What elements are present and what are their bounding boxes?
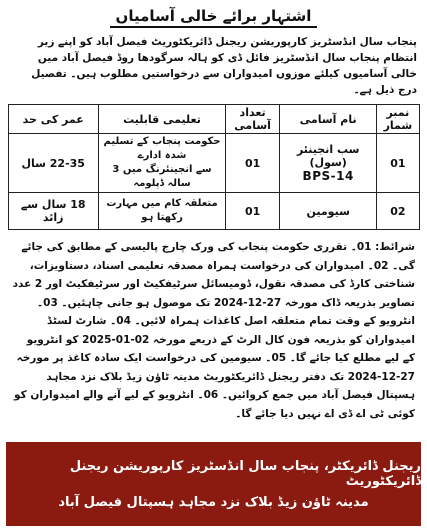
cell-serial-no: 01 xyxy=(377,134,419,193)
header-post-count: تعداد آسامی xyxy=(226,105,280,134)
header-age-limit: عمر کی حد xyxy=(8,105,98,134)
qualification-line-2: سے انجینئرنگ میں 3 سالہ ڈپلومہ xyxy=(112,164,212,189)
header-qualification: تعلیمی قابلیت xyxy=(98,105,225,134)
table-row xyxy=(8,193,419,230)
cell-age-limit: 18 سال سے زائد xyxy=(8,193,98,230)
table-row xyxy=(8,134,419,193)
post-name: سیومین xyxy=(306,204,350,218)
terms-section xyxy=(12,238,415,423)
cell-serial-no: 02 xyxy=(377,193,419,230)
header-serial-no: نمبر شمار xyxy=(377,105,419,134)
page-title: اشتہار برائے خالی آسامیاں xyxy=(110,7,318,28)
intro-paragraph: پنجاب سال انڈسٹریز کارپوریشن ریجنل ڈائریکٹوریٹ فیصل آباد کو اپنے زیر انتظام پنجاب سال انڈسٹریز فائل ڈی کو ہالہ سرگودھا روڈ فیصل آباد میں خالی آسامیوں کیلئے موزوں امیدواران سے درخواستیں مطلوب ہیں۔ تفصیل درج ذیل ہے۔ xyxy=(31,36,417,96)
footer-address-line-1: ریجنل ڈائریکٹر، پنجاب سال انڈسٹریز کارپوریشن ریجنل ڈائریکٹوریٹ xyxy=(69,458,421,489)
cell-post-name xyxy=(280,134,377,193)
qualification-line-1: متعلقہ کام میں مہارت رکھتا ہو xyxy=(106,198,218,223)
cell-qualification xyxy=(98,134,225,193)
post-name: سب انجینئر (سول) xyxy=(296,143,360,169)
cell-qualification xyxy=(98,193,225,230)
footer-banner xyxy=(6,442,421,526)
footer-address-line-2: مدینہ ٹاؤن زیڈ بلاک نزد مجاہد ہسپتال فیصل آباد xyxy=(58,494,369,510)
title-bar xyxy=(6,6,421,28)
cell-post-name xyxy=(280,193,377,230)
cell-post-count: 01 xyxy=(226,134,280,193)
qualification-line-1: حکومت پنجاب کے تسلیم شدہ ادارے xyxy=(103,136,221,161)
pay-scale: BPS-14 xyxy=(302,169,354,183)
cell-age-limit: 22-35 سال xyxy=(8,134,98,193)
vacancies-table xyxy=(8,104,420,230)
table-header-row xyxy=(8,105,419,134)
terms-text: شرائط: 01۔ تقرری حکومت پنجاب کی ورک چارج پالیسی کے مطابق کی جائے گی۔ 02۔ امیدواران کی درخواست ہمراہ مصدقہ تعلیمی اسناد، دستاویزات، شناختی کارڈ کی مصدقہ نقول، ڈومیسائل سرٹیفکیٹ اور سرٹیفکیٹ اور 2 عدد تصاویر بذریعہ ڈاک مورخہ 27-12-2024 تک موصول ہو جانی چاہئیں۔ 03۔ انٹرویو کے وقت تمام متعلقہ اصل کاغذات ہمراہ لائیں۔ 04۔ شارٹ لسٹڈ امیدواران کو بذریعہ فون کال الرٹ کے ذریعے مورخہ 02-01-2025 کو انٹرویو کے لیے مطلع کیا جائے گا۔ 05۔ سیومین کی درخواست ایک سادہ کاغذ پر مورخہ 27-12-2024 تک دفتر ریجنل ڈائریکٹوریٹ مدینہ ٹاؤن زیڈ بلاک نزد مجاہد ہسپتال فیصل آباد میں جمع کروائیں۔ 06۔ انٹرویو کے لیے آنے والے امیدواران کو کوئی ٹی اے ڈی اے نہیں دیا جائے گا۔ xyxy=(12,241,415,420)
header-post-name: نام آسامی xyxy=(280,105,377,134)
cell-post-count: 01 xyxy=(226,193,280,230)
